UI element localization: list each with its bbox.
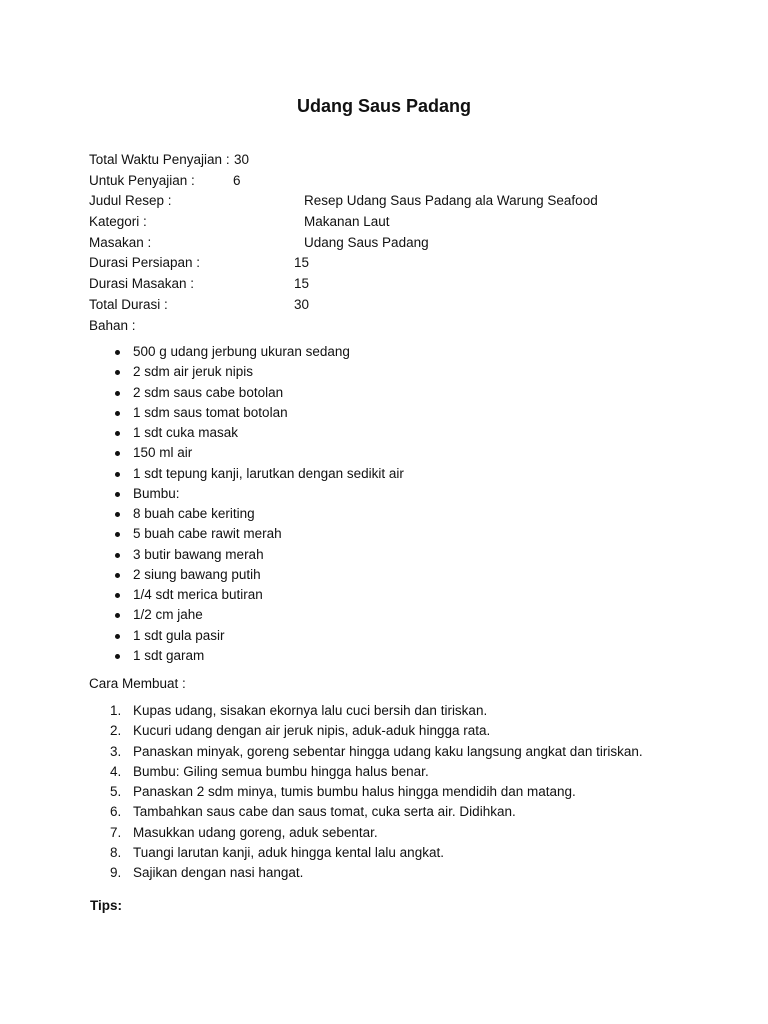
bullet-icon — [115, 350, 120, 355]
step-text: Kucuri udang dengan air jeruk nipis, aduk-aduk hingga rata. — [133, 723, 491, 739]
meta-label: Durasi Masakan : — [89, 276, 195, 292]
bullet-icon — [115, 431, 120, 436]
bullet-icon — [115, 370, 120, 375]
page-title: Udang Saus Padang — [296, 96, 472, 116]
step-number: 2. — [110, 723, 122, 739]
bullet-icon — [115, 472, 120, 477]
meta-label: Untuk Penyajian : — [89, 172, 195, 188]
bullet-icon — [115, 634, 120, 639]
meta-value: 15 — [294, 276, 310, 292]
meta-value: 30 — [294, 296, 310, 312]
meta-label: Judul Resep : — [89, 193, 172, 209]
meta-value: 6 — [233, 172, 241, 188]
meta-value: 30 — [234, 152, 250, 167]
recipe-page: Udang Saus Padang Total Waktu Penyajian : 30 Untuk Penyajian : 6 Judul Resep : Resep Udang Saus Padang ala Warung Seafood Kategori : Makanan Laut Masakan : Udang Saus Padang Durasi Persiapan : 15 Durasi Masakan : 15 Total Durasi : 30 Bahan : 500 g udang jerbung ukuran sedang 2 sdm air jeruk nipis 2 sdm saus cabe botolan 1 sdm saus tomat botolan 1 sdt cuka masak 150 ml air 1 sdt tepung kanji, larutkan dengan sedikit air Bumbu: 8 buah cabe keriting 5 buah cabe rawit merah 3 butir bawang merah 2 siung bawang putih 1/4 sdt merica butiran 1/2 cm jahe 1 sdt gula pasir 1 sdt garam Cara Membuat : 1. Kupas udang, sisakan ekornya lalu cuci bersih dan tiriskan. 2. Kucuri udang dengan air jeruk nipis, aduk-aduk hingga rata. 3. Panaskan minyak, goreng sebentar hingga udang kaku langsung angkat dan tiriskan. 4. Bumbu: Giling semua bumbu hingga halus benar. 5. Panaskan 2 sdm minya, tumis bumbu halus hingga mendidih dan matang. 6. Tambahkan saus cabe dan saus tomat, cuka serta air. Didihkan. 7. Masukkan udang goreng, aduk sebentar. 8. Tuangi larutan kanji, aduk hingga kental lalu angkat. 9. Sajikan dengan nasi hangat. Tips: — [0, 0, 768, 1024]
step-number: 4. — [110, 763, 122, 779]
bullet-icon — [115, 553, 120, 558]
bullet-icon — [115, 411, 120, 416]
step-number: 8. — [110, 844, 122, 860]
step-text: Bumbu: Giling semua bumbu hingga halus benar. — [133, 763, 429, 779]
bullet-icon — [115, 613, 120, 618]
meta-label: Masakan : — [89, 234, 152, 250]
step-text: Panaskan minyak, goreng sebentar hingga udang kaku langsung angkat dan tiriskan. — [133, 743, 643, 759]
step-number: 6. — [110, 804, 122, 820]
bullet-icon — [115, 451, 120, 456]
step-number: 9. — [110, 865, 122, 880]
bullet-icon — [115, 512, 120, 517]
step-number: 3. — [110, 743, 122, 759]
bullet-icon — [115, 391, 120, 396]
ingredients-heading: Bahan : — [89, 318, 136, 333]
meta-value: Udang Saus Padang — [304, 234, 429, 250]
step-number: 1. — [110, 703, 122, 718]
step-text: Tuangi larutan kanji, aduk hingga kental lalu angkat. — [133, 844, 444, 860]
step-text: Panaskan 2 sdm minya, tumis bumbu halus hingga mendidih dan matang. — [133, 784, 576, 799]
bullet-icon — [115, 573, 120, 578]
bullet-icon — [115, 532, 120, 537]
method-heading: Cara Membuat : — [89, 676, 186, 691]
meta-label: Total Waktu Penyajian : — [89, 152, 230, 167]
step-text: Tambahkan saus cabe dan saus tomat, cuka serta air. Didihkan. — [133, 804, 516, 820]
meta-label: Total Durasi : — [89, 296, 168, 312]
bullet-icon — [115, 593, 120, 598]
meta-value: Resep Udang Saus Padang ala Warung Seafood — [304, 193, 598, 209]
tips-heading: Tips: — [90, 898, 123, 913]
meta-value: Makanan Laut — [304, 214, 390, 230]
meta-value: 15 — [294, 255, 310, 271]
step-text: Masukkan udang goreng, aduk sebentar. — [133, 824, 378, 840]
step-text: Kupas udang, sisakan ekornya lalu cuci bersih dan tiriskan. — [133, 703, 488, 718]
step-number: 5. — [110, 784, 122, 799]
step-text: Sajikan dengan nasi hangat. — [133, 865, 304, 880]
bullet-icon — [115, 492, 120, 497]
meta-label: Durasi Persiapan : — [89, 255, 201, 271]
step-number: 7. — [110, 824, 122, 840]
meta-label: Kategori : — [89, 214, 147, 230]
bullet-icon — [115, 654, 120, 659]
